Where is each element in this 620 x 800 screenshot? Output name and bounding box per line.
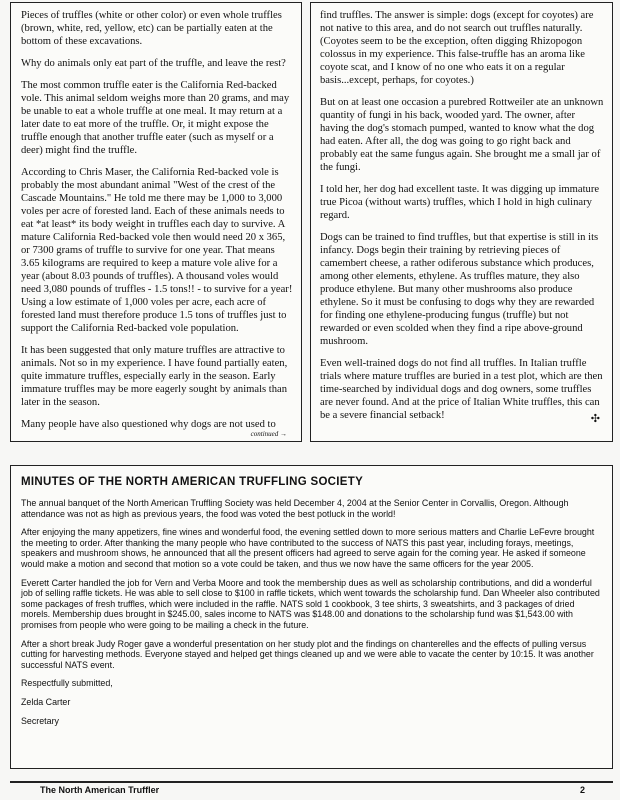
- article-paragraph: Many people have also questioned why dogs are not used to: [21, 419, 276, 430]
- minutes-paragraph: Everett Carter handled the job for Vern and Verba Moore and took the membership dues as well as scholarship contributions, and did a wonderful job of selling raffle tickets. He was able to sell close to $100 in raffle tickets, which went towards the scholarship fund. Dan Wheeler also contributed some packages of fresh truffles, which were included in the raffle. NATS sold 1 cookbook, 3 tee shirts, 3 sweatshirts, and 3 packages of dried morels. Membership dues brought in $245.00, sales income to NATS was $148.00 and donations to the scholarship fund was $1,543.00 with promises from people who were going to be mailing a check in the future.: [21, 577, 600, 630]
- article-paragraph: I told her, her dog had excellent taste. It was digging up immature true Picoa (without warts) truffles, which I hold in high culinary regard.: [320, 184, 600, 221]
- article-paragraph: Even well-trained dogs do not find all truffles. In Italian truffle trials where mature truffles are buried in a test plot, which are then time-searched by individual dogs and dog owners, some truffles are never found. And at the price of Italian White truffles, this can be a severe financial setback!: [320, 358, 603, 421]
- article-paragraph: But on at least one occasion a purebred Rottweiler ate an unknown quantity of fungi in his back, wooded yard. The owner, after having the dog's stomach pumped, wanted to know what the dog had eaten. After all, the dog was going to go right back and probably eat the same fungus again. She brought me a small jar of the fungi.: [320, 97, 604, 173]
- minutes-paragraph: After enjoying the many appetizers, fine wines and wonderful food, the evening settled down to more serious matters and Charlie LeFevre brought the meeting to order. After thanking the many people who have contributed to the success of NATS this past year, including forays, meetings, speakers and mushroom shows, he announced that all the present officers had agreed to serve again for the coming year. He asked if someone would make a motion and second that motion so a vote could be taken, and thus we now have the same officers for the year 2005.: [21, 527, 595, 569]
- article-paragraph: The most common truffle eater is the California Red-backed vole. This animal seldom weighs more than 20 grams, and may be unable to eat a whole truffle at one meal. It may return at a later date to eat more of the truffle. Or, it might expose the truffle enough that another truffle eater (such as myself or a deer) might find the truffle.: [21, 80, 290, 156]
- minutes-closing: Respectfully submitted,: [21, 678, 113, 689]
- continued-note: continued →: [250, 430, 287, 438]
- minutes-paragraph: After a short break Judy Roger gave a wonderful presentation on her study plot and the findings on chanterelles and the effects of pulling versus cutting for harvesting methods. Everyone stayed and helped get things cleaned up and we were able to vacate the center by 10:15. It was another successful NATS event.: [21, 638, 594, 670]
- minutes-signer: Zelda Carter: [21, 696, 71, 707]
- article-paragraph: Dogs can be trained to find truffles, but that expertise is still in its infancy. Dogs begin their training by retrieving pieces of camembert cheese, a rather odiferous substance which produces, among other elements, ethylene. As truffles mature, they also produce ethylene. But many other mushrooms also produce ethylene. So it must be confusing to dogs why they are rewarded for finding one ethylene-producing fungus (truffle) but not rewarded or even scolded when they find a ripe above-ground mushroom.: [320, 232, 599, 347]
- article-paragraph: Pieces of truffles (white or other color) or even whole truffles (brown, white, red, yellow, etc) can be partially eaten at the bottom of these excavations.: [21, 10, 282, 47]
- article-paragraph: According to Chris Maser, the California Red-backed vole is probably the most abundant animal "West of the crest of the Cascade Mountains." He told me there may be 1,000 to 3,000 voles per acre of forested land. Each of these animals needs to eat *at least* its body weight in truffles each day to survive. A mature California Red-backed vole then would need 20 x 365, or 7300 grams of truffle to survive for one year. That means 3.65 kilograms are required to keep a mature vole alive for a year (about 8.03 pounds of truffles). A thousand voles would need 3,080 pounds of truffles - 1.5 tons!! - to survive for a year! Using a low estimate of 1,000 voles per acre, each acre of forested land must therefore produce 1.5 tons of truffles just to support the California Red-backed vole population.: [21, 167, 293, 334]
- article-paragraph: find truffles. The answer is simple: dogs (except for coyotes) are not native to this area, and do not search out truffles naturally. (Coyotes seem to be the exception, often digging Rhizopogon colossus in my experience. This false-truffle has an aroma like coyote scat, and I know of no one who eats it on a regular basis...except, perhaps, for coyotes.): [320, 10, 594, 86]
- page-number: 2: [579, 785, 585, 795]
- left-article-column: [10, 2, 302, 442]
- minutes-section: [10, 465, 613, 769]
- article-paragraph: It has been suggested that only mature truffles are attractive to animals. Not so in my experience. I have found partially eaten, quite immature truffles, especially early in the season. Early immature truffles may be more eagerly sought by animals than later in the season.: [21, 345, 288, 408]
- minutes-paragraph: The annual banquet of the North American Truffling Society was held December 4, 2004 at the Senior Center in Corvallis, Oregon. Although attendance was not as high as previous years, the food was voted the best potluck in the world!: [21, 498, 569, 519]
- page-footer: [10, 781, 613, 799]
- minutes-heading: MINUTES OF THE NORTH AMERICAN TRUFFLING SOCIETY: [21, 476, 364, 488]
- right-article-column: [310, 2, 613, 442]
- minutes-signer-title: Secretary: [21, 715, 59, 726]
- newsletter-title: The North American Truffler: [40, 785, 160, 795]
- article-paragraph: Why do animals only eat part of the truffle, and leave the rest?: [21, 58, 286, 69]
- end-of-article-icon: ✣: [590, 413, 600, 425]
